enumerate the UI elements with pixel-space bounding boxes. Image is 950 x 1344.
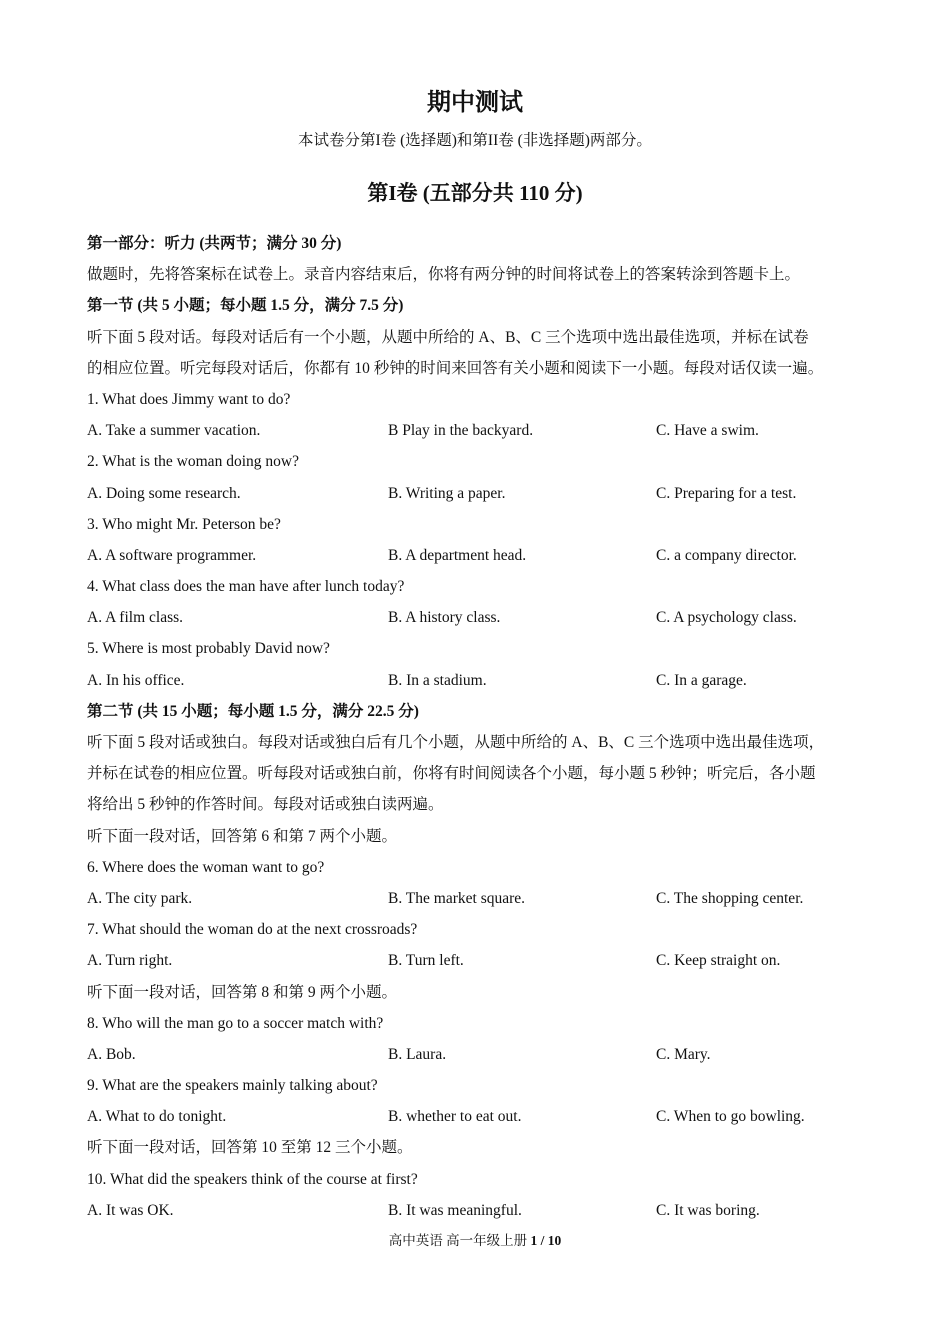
question-options [87,1039,867,1070]
option-b: B. The market square. [388,889,526,907]
option-c: C. It was boring. [656,1201,760,1219]
option-b: B. Writing a paper. [388,484,506,502]
question-text: 3. Who might Mr. Peterson be? [87,515,281,533]
question-options [87,415,867,446]
option-c: C. Keep straight on. [656,952,781,970]
option-a: A. What to do tonight. [87,1108,227,1126]
subsection-instruction: 听下面 5 段对话。每段对话后有一个小题，从题中所给的 A、B、C 三个选项中选出最佳选项，并标在试卷 [87,328,809,346]
footer-label: 高中英语 高一年级上册 [388,1233,528,1248]
question-text: 4. What class does the man have after lunch today? [87,578,405,596]
option-a: A. Turn right. [87,952,173,970]
option-a: A. Bob. [87,1045,136,1063]
option-a: A. Doing some research. [87,484,241,502]
option-a: A. A software programmer. [87,546,257,564]
option-a: A. It was OK. [87,1201,174,1219]
option-c: C. The shopping center. [656,889,804,907]
page-footer [0,1229,950,1249]
option-a: A. A film class. [87,609,184,627]
page-subtitle: 本试卷分第I卷 (选择题)和第II卷 (非选择题)两部分。 [298,132,652,149]
subsection-instruction: 并标在试卷的相应位置。听每段对话或独白前，你将有时间阅读各个小题，每小题 5 秒钟；听完后，各小题 [87,765,816,783]
section-instruction: 做题时，先将答案标在试卷上。录音内容结束后，你将有两分钟的时间将试卷上的答案转涂到答题卡上。 [87,266,801,284]
option-b: B Play in the backyard. [388,422,534,440]
question-options [87,602,867,633]
group-intro: 听下面一段对话，回答第 6 和第 7 两个小题。 [87,827,398,845]
option-a: A. The city park. [87,889,193,907]
option-a: A. In his office. [87,671,185,689]
option-b: B. A department head. [388,546,527,564]
question-options [87,665,867,696]
exam-content [87,228,867,1226]
question-options [87,540,867,571]
option-c: C. When to go bowling. [656,1108,805,1126]
option-c: C. Mary. [656,1045,711,1063]
group-intro: 听下面一段对话，回答第 8 和第 9 两个小题。 [87,983,398,1001]
question-text: 8. Who will the man go to a soccer match with? [87,1014,384,1032]
subsection-heading: 第二节 (共 15 小题；每小题 1.5 分，满分 22.5 分) [87,702,419,720]
option-c: C. Have a swim. [656,422,759,440]
option-b: B. whether to eat out. [388,1108,522,1126]
option-b: B. Turn left. [388,952,464,970]
option-a: A. Take a summer vacation. [87,422,261,440]
question-text: 5. Where is most probably David now? [87,640,330,658]
question-text: 10. What did the speakers think of the course at first? [87,1170,418,1188]
question-text: 9. What are the speakers mainly talking about? [87,1077,378,1095]
option-b: B. A history class. [388,609,501,627]
question-text: 7. What should the woman do at the next crossroads? [87,921,418,939]
page-title: 期中测试 [427,90,523,116]
option-b: B. In a stadium. [388,671,487,689]
question-options [87,478,867,509]
group-intro: 听下面一段对话，回答第 10 至第 12 三个小题。 [87,1139,413,1157]
subsection-instruction: 的相应位置。听完每段对话后，你都有 10 秒钟的时间来回答有关小题和阅读下一小题。每段对话仅读一遍。 [87,359,824,377]
option-b: B. It was meaningful. [388,1201,522,1219]
subsection-heading: 第一节 (共 5 小题；每小题 1.5 分，满分 7.5 分) [87,297,404,315]
question-text: 6. Where does the woman want to go? [87,858,325,876]
page-number: 1 / 10 [530,1233,562,1248]
part-title: 第I卷 (五部分共 110 分) [367,181,583,205]
option-c: C. A psychology class. [656,609,797,627]
option-c: C. Preparing for a test. [656,484,797,502]
question-text: 1. What does Jimmy want to do? [87,390,291,408]
question-options [87,945,867,976]
option-b: B. Laura. [388,1045,447,1063]
option-c: C. In a garage. [656,671,747,689]
question-options [87,1195,867,1226]
question-options [87,1101,867,1132]
subsection-instruction: 听下面 5 段对话或独白。每段对话或独白后有几个小题，从题中所给的 A、B、C 三个选项中选出最佳选项， [87,734,825,751]
question-text: 2. What is the woman doing now? [87,453,299,471]
subsection-instruction: 将给出 5 秒钟的作答时间。每段对话或独白读两遍。 [87,796,444,814]
question-options [87,883,867,914]
section-heading: 第一部分：听力 (共两节；满分 30 分) [87,235,342,252]
option-c: C. a company director. [656,546,797,564]
